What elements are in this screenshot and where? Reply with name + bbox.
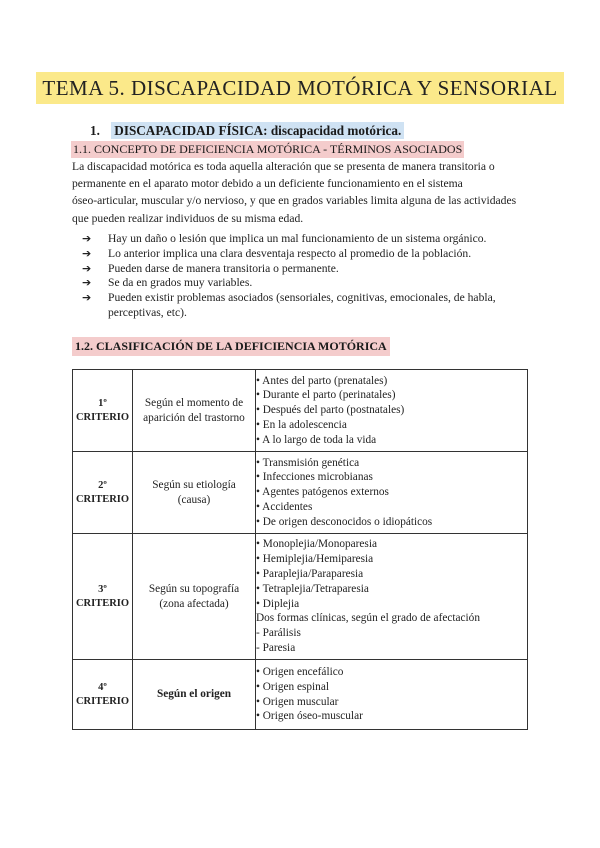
subsection-1-1-heading: 1.1. CONCEPTO DE DEFICIENCIA MOTÓRICA - TÉRMINOS ASOCIADOS xyxy=(73,142,463,156)
arrow-icon: ➔ xyxy=(82,246,92,260)
arrow-icon: ➔ xyxy=(82,232,92,245)
criterion-label: 4º CRITERIO xyxy=(73,660,133,730)
section-1-heading xyxy=(90,123,404,139)
classification-table xyxy=(72,369,528,730)
section-1-number: 1. xyxy=(90,123,100,138)
criterion-label: 1º CRITERIO xyxy=(73,370,133,452)
list-item: ➔ Pueden existir problemas asociados (sensoriales, cognitivas, emocionales, de habla, xyxy=(82,291,496,305)
arrow-icon: ➔ xyxy=(82,291,92,305)
table-row xyxy=(73,370,528,452)
title-container xyxy=(0,72,600,104)
page-title: TEMA 5. DISCAPACIDAD MOTÓRICA Y SENSORIAL xyxy=(36,72,563,104)
table-row xyxy=(73,534,528,660)
criterion-description: Según el origen xyxy=(133,660,256,730)
paragraph-line: La discapacidad motórica es toda aquella alteración que se presenta de manera transitoria o xyxy=(72,160,495,173)
paragraph-line: óseo-articular, muscular y/o nervioso, y que en grados variables limita alguna de las actividades xyxy=(72,194,517,208)
definition-paragraph xyxy=(72,158,532,227)
criterion-description: Según su topografía (zona afectada) xyxy=(133,534,256,660)
table-row xyxy=(73,660,528,730)
arrow-icon: ➔ xyxy=(82,261,92,275)
criterion-items: • Antes del parto (prenatales) • Durante el parto (perinatales) • Después del parto (postnatales) • En la adolescencia • A lo largo de toda la vida xyxy=(256,370,528,452)
list-item: ➔ Pueden darse de manera transitoria o permanente. xyxy=(82,261,339,275)
criterion-items: • Transmisión genética • Infecciones microbianas • Agentes patógenos externos • Accidentes • De origen desconocidos o idiopáticos xyxy=(256,452,528,534)
criterion-label: 2º CRITERIO xyxy=(73,452,133,534)
subsection-1-2-heading: 1.2. CLASIFICACIÓN DE LA DEFICIENCIA MOTÓRICA xyxy=(72,337,390,356)
criterion-items: • Monoplejia/Monoparesia • Hemiplejia/Hemiparesia • Paraplejia/Paraparesia • Tetraplejia/Tetraparesia • Diplejia Dos formas clínicas, según el grado de afectación - Parálisis - Paresia xyxy=(256,534,528,660)
arrow-icon: ➔ xyxy=(82,276,92,290)
criterion-label: 3º CRITERIO xyxy=(73,534,133,660)
list-item: ➔ Se da en grados muy variables. xyxy=(82,276,253,290)
list-item: ➔ Lo anterior implica una clara desventaja respecto al promedio de la población. xyxy=(82,246,472,260)
bullet-list xyxy=(82,232,496,321)
list-item-continuation: perceptivas, etc). xyxy=(108,305,187,319)
section-1-label: DISCAPACIDAD FÍSICA: discapacidad motórica. xyxy=(111,122,404,139)
criterion-description: Según el momento de aparición del trastorno xyxy=(133,370,256,452)
table-row xyxy=(73,452,528,534)
paragraph-line: que pueden realizar individuos de su misma edad. xyxy=(72,211,304,225)
list-item: ➔ Hay un daño o lesión que implica un mal funcionamiento de un sistema orgánico. xyxy=(82,232,487,245)
criterion-description: Según su etiología (causa) xyxy=(133,452,256,534)
paragraph-line: permanente en el aparato motor debido a un deficiente funcionamiento en el sistema xyxy=(72,177,463,191)
criterion-items: • Origen encefálico • Origen espinal • Origen muscular • Origen óseo-muscular xyxy=(256,660,528,730)
